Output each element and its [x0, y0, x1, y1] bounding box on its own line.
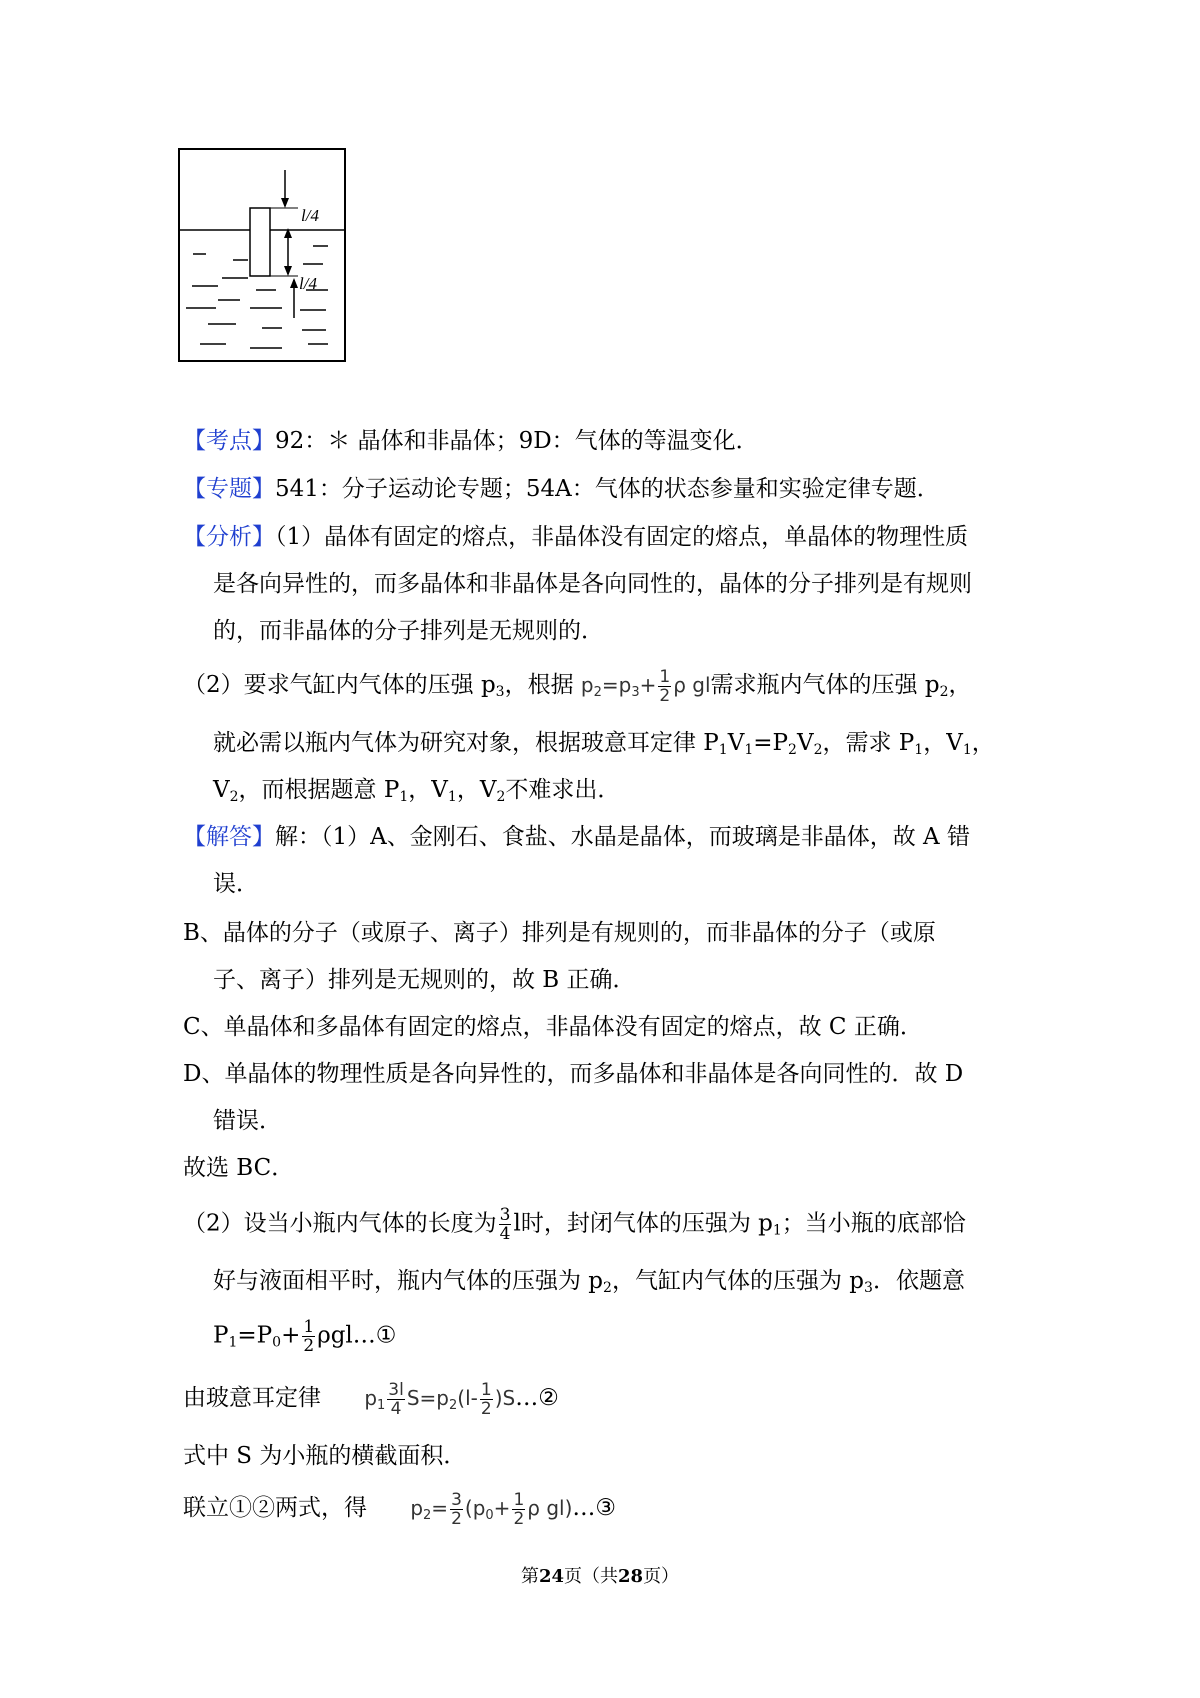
jieda-q2-line-2: 好与液面相平时，瓶内气体的压强为 $p_2$，气缸内气体的压强为 $p_3$．依题意 [213, 1268, 965, 1296]
fenxi-line-6: $V_2$，而根据题意 $P_1$，$V_1$，$V_2$不难求出． [213, 777, 621, 805]
jieda-tag: 【解答】 [183, 824, 275, 850]
combine-line: 联立①②两式，得 $p_2=$ $\frac{3}{2}$ ($p_0+$ $\frac{1}{2}$ ρ gl)…③ [183, 1490, 616, 1529]
jieda-b-2: 子、离子）排列是无规则的，故 B 正确． [213, 967, 636, 993]
zhuanti-text: 541：分子运动论专题；54A：气体的状态参量和实验定律专题． [275, 476, 940, 502]
kaodian-line [183, 425, 1050, 457]
equation-1: $P_1=P_0+$ $\frac{1}{2}$ ρgl…① [213, 1317, 397, 1356]
figure-label-top: l/4 [301, 206, 319, 225]
fenxi-tag: 【分析】 [183, 524, 275, 550]
page-footer: 第24页（共28页） [520, 1566, 680, 1587]
jieda-line-1: 【解答】解：（1）A、金刚石、食盐、水晶是晶体，而玻璃是非晶体，故 A 错 [183, 824, 970, 850]
fenxi-line-4: （2）要求气缸内气体的压强 $p_3$，根据 $p_2=p_3+$ $\frac{1}{2}$ ρ gl需求瓶内气体的压强 $p_2$， [183, 667, 972, 706]
jieda-q2-line-1: （2）设当小瓶内气体的长度为 $\frac{3}{4}$ l时，封闭气体的压强为 $p_1$；当小瓶的底部恰 [183, 1205, 966, 1244]
jieda-d-1: D、单晶体的物理性质是各向异性的，而多晶体和非晶体是各向同性的．故 D [183, 1061, 964, 1087]
fenxi-line-2: 是各向异性的，而多晶体和非晶体是各向同性的，晶体的分子排列是有规则 [213, 571, 972, 597]
jieda-d-2: 错误． [213, 1108, 282, 1134]
formula-p2-result: $p_2=$ $\frac{3}{2}$ ($p_0+$ $\frac{1}{2}$ ρ gl) [410, 1490, 573, 1529]
jieda-b-1: B、晶体的分子（或原子、离子）排列是有规则的，而非晶体的分子（或原 [183, 920, 936, 946]
diagram-bottle-in-liquid [178, 148, 348, 364]
page-total: 28 [618, 1566, 644, 1587]
figure-label-bottom: l/4 [299, 274, 317, 293]
zhuanti-tag: 【专题】 [183, 476, 275, 502]
formula-boyle: $p_1$ $\frac{3l}{4}$ $S=p_2(l-$ $\frac{1}{2}$ )S [364, 1380, 516, 1419]
zhuanti-line [183, 473, 1050, 505]
boyle-line: 由玻意耳定律 $p_1$ $\frac{3l}{4}$ $S=p_2(l-$ $\frac{1}{2}$ )S…② [183, 1380, 559, 1419]
s-definition: 式中 S 为小瓶的横截面积． [183, 1443, 467, 1469]
formula-p2: $p_2=p_3+$ $\frac{1}{2}$ ρ gl [580, 667, 711, 706]
jieda-choice: 故选 BC． [183, 1155, 295, 1181]
kaodian-tag: 【考点】 [183, 428, 275, 454]
jieda-line-2: 误． [213, 871, 259, 897]
fenxi-line-1: 【分析】（1）晶体有固定的熔点，非晶体没有固定的熔点，单晶体的物理性质 [183, 524, 969, 550]
page-number: 24 [538, 1566, 564, 1587]
fenxi-line-5: 就必需以瓶内气体为研究对象，根据玻意耳定律 $P_1V_1=P_2V_2$，需求 $P_1$，$V_1$， [213, 730, 995, 758]
fenxi-line-3: 的，而非晶体的分子排列是无规则的． [213, 618, 604, 644]
jieda-c-1: C、单晶体和多晶体有固定的熔点，非晶体没有固定的熔点，故 C 正确． [183, 1014, 923, 1040]
kaodian-text: 92：＊ 晶体和非晶体；9D：气体的等温变化． [275, 428, 759, 454]
